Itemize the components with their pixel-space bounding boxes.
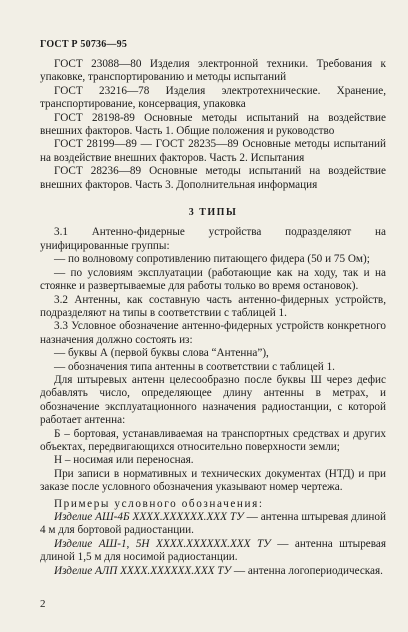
- list-item: — буквы А (первой буквы слова “Антенна”),: [54, 347, 269, 360]
- example-code: Изделие АШ-4Б ХХХХ.ХХХХХХ.ХХХ ТУ: [54, 511, 244, 523]
- reference-item: ГОСТ 28198-89 Основные методы испытаний на воздействие внешних факторов. Часть 1. Общие положения и руководство: [40, 111, 386, 138]
- example-1: [40, 511, 386, 538]
- reference-item: ГОСТ 23216—78 Изделия электротехнические. Хранение, транспортирование, консервация, упаковка: [40, 84, 386, 111]
- paragraph-3-3: 3.3 Условное обозначение антенно-фидерных устройств конкретного назначения должно состоять из:: [40, 320, 386, 346]
- example-3: [40, 565, 386, 578]
- page-number: 2: [40, 598, 46, 610]
- paragraph-3-1: 3.1 Антенно-фидерные устройства подразделяют на унифицированные группы:: [40, 226, 386, 252]
- paragraph-pin-antennas: Для штыревых антенн целесообразно после буквы Ш через дефис добавлять число, определяющее длину антенны в метрах, и обозначение эксплуатационного назначения радиостанции, с которой работает антенна:: [40, 373, 386, 427]
- list-item: — обозначения типа антенны в соответствии с таблицей 1.: [54, 360, 335, 373]
- examples-title: Примеры условного обозначения:: [54, 497, 264, 510]
- page-header: ГОСТ Р 50736—95: [40, 39, 128, 50]
- list-item: — по условиям эксплуатации (работающие как на ходу, так и на стоянке и развертываемые для работы только во время остановок).: [40, 266, 386, 293]
- section-title: 3 ТИПЫ: [188, 207, 238, 219]
- list-item: — по волновому сопротивлению питающего фидера (50 и 75 Ом);: [54, 253, 370, 266]
- definition-b: Б – бортовая, устанавливаемая на транспортных средствах и других объектах, передвигающихся относительно поверхности земли;: [40, 427, 386, 453]
- example-text: — антенна штыревая длиной 1,5 м для носимой радиостанции.: [40, 537, 387, 564]
- reference-item: ГОСТ 23088—80 Изделия электронной техники. Требования к упаковке, транспортированию и методы испытаний: [40, 58, 386, 84]
- example-2: [40, 538, 386, 565]
- document-body: [40, 58, 386, 578]
- example-text: — антенна штыревая длиной 4 м для бортовой радиостанции.: [40, 511, 387, 537]
- reference-item: ГОСТ 28236—89 Основные методы испытаний на воздействие внешних факторов. Часть 3. Дополнительная информация: [40, 165, 386, 191]
- definition-n: Н – носимая или переносная.: [54, 454, 194, 467]
- reference-item: ГОСТ 28199—89 — ГОСТ 28235—89 Основные методы испытаний на воздействие внешних факторов. Часть 2. Испытания: [40, 138, 386, 164]
- paragraph-3-2: 3.2 Антенны, как составную часть антенно-фидерных устройств, подразделяют на типы в соответствии с таблицей 1.: [40, 293, 386, 319]
- example-code: Изделие АЛП ХХХХ.ХХХХХХ.ХХХ ТУ: [54, 564, 232, 577]
- paragraph-ntd: При записи в нормативных и технических документах (НТД) и при заказе после условного обозначения указывают номер чертежа.: [40, 467, 386, 494]
- example-code: Изделие АШ-1, 5Н ХХХХ.ХХХХХХ.ХХХ ТУ: [54, 537, 271, 550]
- example-text: — антенна логопериодическая.: [233, 564, 383, 577]
